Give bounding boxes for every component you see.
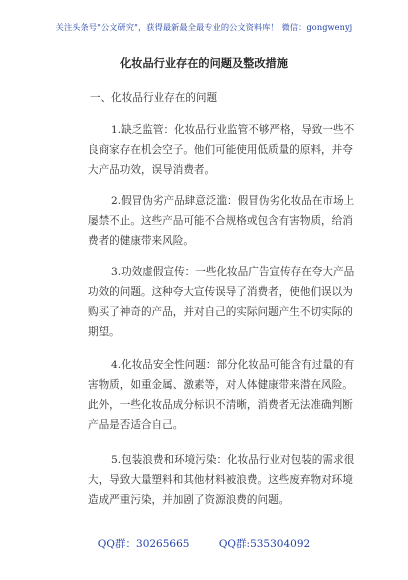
paragraph-line: 2.假冒伪劣产品肆意泛滥：假冒伪劣化妆品在市场上 — [111, 195, 355, 207]
paragraph-line: 3.功效虚假宣传：一些化妆品广告宣传存在夸大产品 — [111, 266, 355, 278]
paragraph-line: 购买了神奇的产品，并对自己的实际问题产生不切实际的 — [88, 306, 353, 318]
qq-group-2: QQ群:535304092 — [218, 538, 311, 550]
paragraph-1 — [88, 120, 355, 180]
paragraph-line: 此外，一些化妆品成分标识不清晰，消费者无法准确判断 — [88, 399, 353, 411]
paragraph-line: 产品是否适合自己。 — [88, 419, 184, 431]
paragraph-line: 4.化妆品安全性问题：部分化妆品可能含有过量的有 — [111, 359, 355, 371]
document-title: 化妆品行业存在的问题及整改措施 — [120, 56, 288, 70]
section-heading: 一、化妆品行业存在的问题 — [90, 92, 218, 104]
paragraph-line: 害物质，如重金属、激素等，对人体健康带来潜在风险。 — [88, 379, 353, 391]
paragraph-line: 良商家存在机会空子。他们可能使用低质量的原料，并夸 — [88, 144, 353, 156]
paragraph-line: 费者的健康带来风险。 — [88, 235, 194, 247]
paragraph-line: 大，导致大量塑料和其他材料被浪费。这些废弃物对环境 — [88, 474, 353, 486]
paragraph-line: 5.包装浪费和环境污染：化妆品行业对包装的需求很 — [111, 454, 355, 466]
paragraph-4 — [88, 355, 355, 435]
paragraph-line: 屡禁不止。这些产品可能不合规格或包含有害物质，给消 — [88, 215, 353, 227]
paragraph-2 — [88, 191, 355, 251]
paragraph-3 — [88, 262, 355, 342]
paragraph-5 — [88, 450, 355, 510]
header-banner: 关注头条号"公文研究"，获得最新最全最专业的公文资料库！ 微信：gongwenyj — [55, 22, 353, 32]
footer — [0, 536, 408, 551]
paragraph-line: 造成严重污染，并加剧了资源浪费的问题。 — [88, 494, 290, 506]
paragraph-line: 大产品功效，误导消费者。 — [88, 164, 216, 176]
qq-group-1: QQ群：30265665 — [97, 538, 190, 550]
paragraph-line: 期望。 — [88, 326, 120, 338]
paragraph-line: 功效的问题。这种夸大宣传误导了消费者，使他们误以为 — [88, 286, 353, 298]
paragraph-line: 1.缺乏监管：化妆品行业监管不够严格，导致一些不 — [111, 124, 355, 136]
